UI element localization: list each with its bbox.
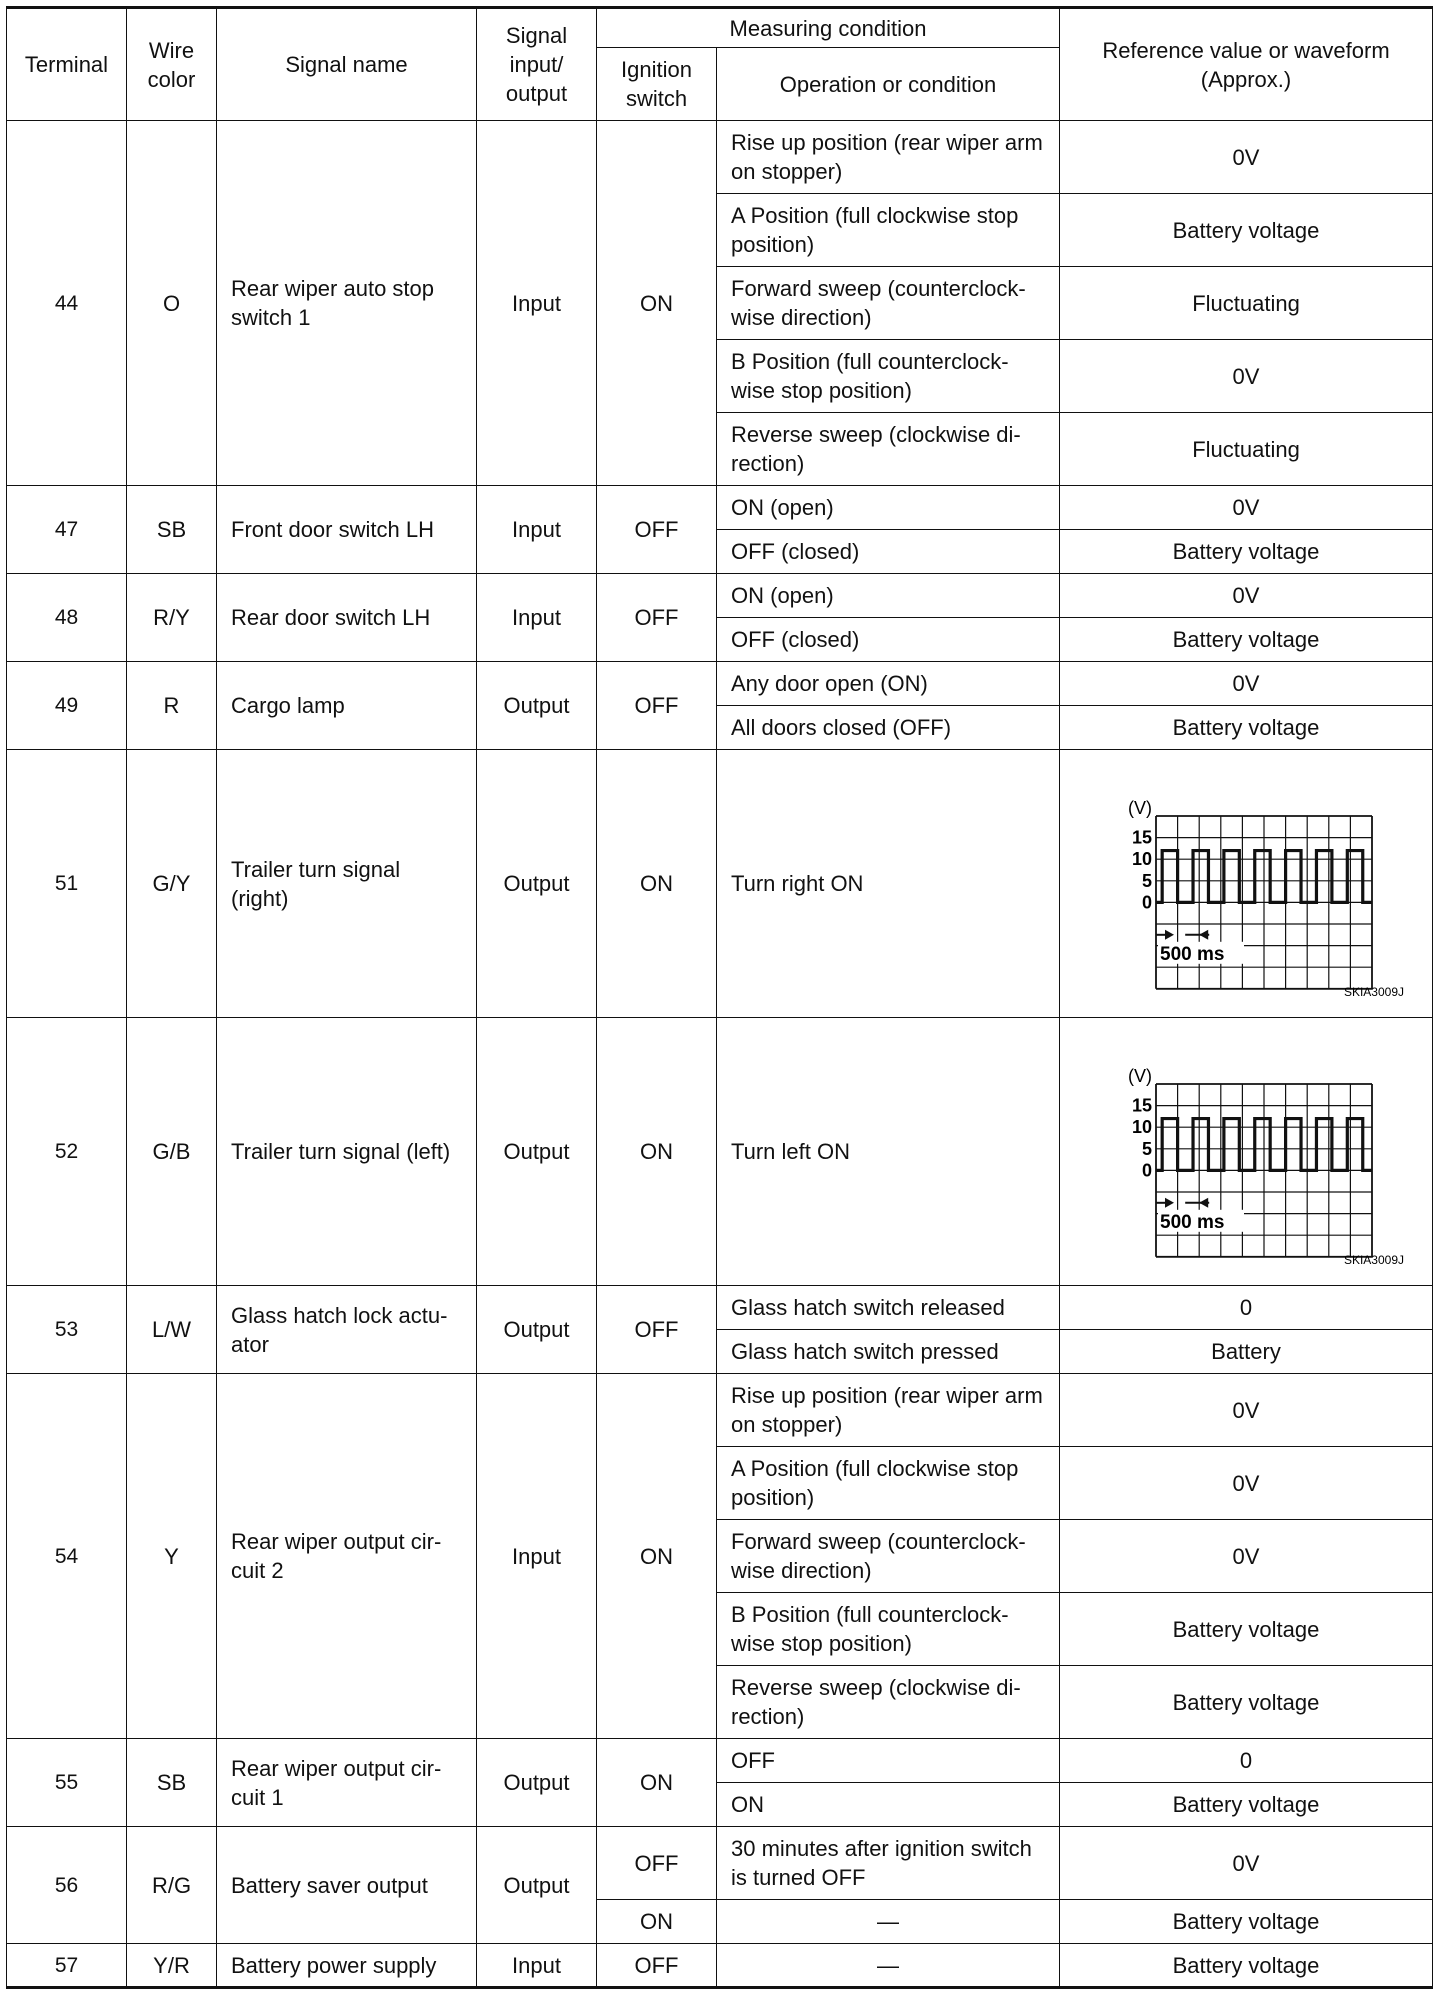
wire-color-cell: G/Y xyxy=(127,750,217,1018)
ignition-switch-cell: ON xyxy=(597,1739,717,1827)
terminal-cell: 54 xyxy=(7,1374,127,1739)
table-row xyxy=(7,1018,1433,1286)
header-signal-io: Signal input/ output xyxy=(477,8,597,121)
figure-id-label: SKIA3009J xyxy=(1343,1252,1404,1267)
ignition-switch-cell: OFF xyxy=(597,1944,717,1988)
time-marker-arrows xyxy=(1156,929,1209,939)
reference-value-cell: 0V xyxy=(1060,486,1433,530)
reference-value-cell: Battery voltage xyxy=(1060,706,1433,750)
waveform-y-tick: 0 xyxy=(1141,891,1152,912)
operation-condition-cell: Any door open (ON) xyxy=(717,662,1060,706)
operation-condition-cell: OFF xyxy=(717,1739,1060,1783)
signal-io-cell: Output xyxy=(477,1827,597,1944)
ignition-switch-cell: ON xyxy=(597,750,717,1018)
signal-name-cell: Trailer turn signal (right) xyxy=(217,750,477,1018)
signal-name-cell: Rear door switch LH xyxy=(217,574,477,662)
operation-condition-cell: Reverse sweep (clockwise di-rection) xyxy=(717,1666,1060,1739)
reference-value-cell: 0V xyxy=(1060,121,1433,194)
header-terminal: Terminal xyxy=(7,8,127,121)
waveform-y-tick: 15 xyxy=(1131,1095,1152,1116)
operation-condition-cell: ON (open) xyxy=(717,486,1060,530)
signal-name-cell: Rear wiper output cir-cuit 1 xyxy=(217,1739,477,1827)
signal-io-cell: Output xyxy=(477,750,597,1018)
table-row xyxy=(7,662,1433,706)
reference-value-cell: 0V xyxy=(1060,662,1433,706)
reference-value-cell: Battery voltage xyxy=(1060,1900,1433,1944)
signal-io-cell: Input xyxy=(477,574,597,662)
operation-condition-cell: ON xyxy=(717,1783,1060,1827)
ignition-switch-cell: OFF xyxy=(597,1827,717,1900)
reference-value-cell: 0V xyxy=(1060,1520,1433,1593)
reference-value-cell: 0V xyxy=(1060,1827,1433,1900)
header-reference: Reference value or waveform (Approx.) xyxy=(1060,8,1433,121)
operation-condition-cell: Glass hatch switch pressed xyxy=(717,1330,1060,1374)
operation-condition-cell: Rise up position (rear wiper arm on stopper) xyxy=(717,1374,1060,1447)
signal-name-cell: Battery power supply xyxy=(217,1944,477,1988)
header-wire-color: Wire color xyxy=(127,8,217,121)
terminal-cell: 52 xyxy=(7,1018,127,1286)
waveform-y-tick: 15 xyxy=(1131,827,1152,848)
reference-value-cell: 0V xyxy=(1060,574,1433,618)
operation-condition-cell: Turn left ON xyxy=(717,1018,1060,1286)
waveform-chart xyxy=(1086,1032,1406,1272)
reference-value-cell: Battery xyxy=(1060,1330,1433,1374)
wire-color-cell: Y/R xyxy=(127,1944,217,1988)
reference-value-cell: Fluctuating xyxy=(1060,267,1433,340)
table-row xyxy=(7,1827,1433,1900)
operation-condition-cell: A Position (full clockwise stop position) xyxy=(717,1447,1060,1520)
signal-io-cell: Output xyxy=(477,1286,597,1374)
terminal-table-page xyxy=(6,6,1433,1989)
terminal-reference-table xyxy=(6,6,1433,1989)
signal-io-cell: Input xyxy=(477,486,597,574)
operation-condition-cell: Forward sweep (counterclock-wise direction) xyxy=(717,1520,1060,1593)
operation-condition-cell: B Position (full counterclock-wise stop position) xyxy=(717,1593,1060,1666)
waveform-unit-label: (V) xyxy=(1128,797,1152,818)
waveform-cell xyxy=(1060,750,1433,1018)
table-row xyxy=(7,750,1433,1018)
signal-name-cell: Glass hatch lock actu-ator xyxy=(217,1286,477,1374)
operation-condition-cell: A Position (full clockwise stop position) xyxy=(717,194,1060,267)
waveform-cell xyxy=(1060,1018,1433,1286)
terminal-cell: 57 xyxy=(7,1944,127,1988)
signal-name-cell: Rear wiper auto stop switch 1 xyxy=(217,121,477,486)
terminal-cell: 47 xyxy=(7,486,127,574)
operation-condition-cell: — xyxy=(717,1944,1060,1988)
signal-io-cell: Input xyxy=(477,121,597,486)
terminal-cell: 55 xyxy=(7,1739,127,1827)
wire-color-cell: O xyxy=(127,121,217,486)
waveform-y-tick: 10 xyxy=(1131,848,1152,869)
wire-color-cell: SB xyxy=(127,486,217,574)
signal-name-cell: Trailer turn signal (left) xyxy=(217,1018,477,1286)
wire-color-cell: R/G xyxy=(127,1827,217,1944)
wire-color-cell: R/Y xyxy=(127,574,217,662)
ignition-switch-cell: OFF xyxy=(597,662,717,750)
terminal-cell: 51 xyxy=(7,750,127,1018)
ignition-switch-cell: OFF xyxy=(597,1286,717,1374)
wire-color-cell: L/W xyxy=(127,1286,217,1374)
signal-io-cell: Output xyxy=(477,1739,597,1827)
operation-condition-cell: Glass hatch switch released xyxy=(717,1286,1060,1330)
wire-color-cell: R xyxy=(127,662,217,750)
reference-value-cell: 0V xyxy=(1060,1374,1433,1447)
signal-name-cell: Battery saver output xyxy=(217,1827,477,1944)
reference-value-cell: Battery voltage xyxy=(1060,1944,1433,1988)
waveform-chart xyxy=(1086,764,1406,1004)
terminal-cell: 48 xyxy=(7,574,127,662)
figure-id-label: SKIA3009J xyxy=(1343,984,1404,999)
header-operation: Operation or condition xyxy=(717,48,1060,121)
time-scale-label: 500 ms xyxy=(1160,1211,1225,1233)
operation-condition-cell: All doors closed (OFF) xyxy=(717,706,1060,750)
ignition-switch-cell: ON xyxy=(597,121,717,486)
signal-io-cell: Output xyxy=(477,1018,597,1286)
waveform-y-tick: 5 xyxy=(1141,870,1152,891)
signal-io-cell: Input xyxy=(477,1374,597,1739)
table-row xyxy=(7,486,1433,530)
ignition-switch-cell: ON xyxy=(597,1900,717,1944)
reference-value-cell: Battery voltage xyxy=(1060,530,1433,574)
reference-value-cell: Battery voltage xyxy=(1060,618,1433,662)
signal-name-cell: Front door switch LH xyxy=(217,486,477,574)
signal-name-cell: Cargo lamp xyxy=(217,662,477,750)
operation-condition-cell: Rise up position (rear wiper arm on stopper) xyxy=(717,121,1060,194)
table-body xyxy=(7,121,1433,1988)
time-marker-arrows xyxy=(1156,1197,1209,1207)
reference-value-cell: Battery voltage xyxy=(1060,1666,1433,1739)
operation-condition-cell: ON (open) xyxy=(717,574,1060,618)
table-row xyxy=(7,121,1433,194)
ignition-switch-cell: OFF xyxy=(597,574,717,662)
header-measuring-condition: Measuring condition xyxy=(597,8,1060,48)
table-row xyxy=(7,1739,1433,1783)
operation-condition-cell: OFF (closed) xyxy=(717,530,1060,574)
operation-condition-cell: Turn right ON xyxy=(717,750,1060,1018)
terminal-cell: 53 xyxy=(7,1286,127,1374)
waveform-y-tick: 5 xyxy=(1141,1138,1152,1159)
terminal-cell: 49 xyxy=(7,662,127,750)
waveform-y-tick: 10 xyxy=(1131,1116,1152,1137)
signal-name-cell: Rear wiper output cir-cuit 2 xyxy=(217,1374,477,1739)
wire-color-cell: G/B xyxy=(127,1018,217,1286)
signal-io-cell: Output xyxy=(477,662,597,750)
reference-value-cell: 0V xyxy=(1060,1447,1433,1520)
signal-io-cell: Input xyxy=(477,1944,597,1988)
table-row xyxy=(7,574,1433,618)
waveform-unit-label: (V) xyxy=(1128,1065,1152,1086)
reference-value-cell: Fluctuating xyxy=(1060,413,1433,486)
waveform-y-tick: 0 xyxy=(1141,1159,1152,1180)
reference-value-cell: Battery voltage xyxy=(1060,1783,1433,1827)
operation-condition-cell: — xyxy=(717,1900,1060,1944)
reference-value-cell: Battery voltage xyxy=(1060,1593,1433,1666)
time-scale-label: 500 ms xyxy=(1160,943,1225,965)
table-row xyxy=(7,1374,1433,1447)
reference-value-cell: 0V xyxy=(1060,340,1433,413)
reference-value-cell: Battery voltage xyxy=(1060,194,1433,267)
operation-condition-cell: Reverse sweep (clockwise di-rection) xyxy=(717,413,1060,486)
operation-condition-cell: Forward sweep (counterclock-wise direction) xyxy=(717,267,1060,340)
wire-color-cell: Y xyxy=(127,1374,217,1739)
reference-value-cell: 0 xyxy=(1060,1739,1433,1783)
operation-condition-cell: B Position (full counterclock-wise stop position) xyxy=(717,340,1060,413)
header-signal-name: Signal name xyxy=(217,8,477,121)
operation-condition-cell: OFF (closed) xyxy=(717,618,1060,662)
reference-value-cell: 0 xyxy=(1060,1286,1433,1330)
ignition-switch-cell: ON xyxy=(597,1374,717,1739)
terminal-cell: 44 xyxy=(7,121,127,486)
terminal-cell: 56 xyxy=(7,1827,127,1944)
header-ignition-switch: Ignition switch xyxy=(597,48,717,121)
operation-condition-cell: 30 minutes after ignition switch is turned OFF xyxy=(717,1827,1060,1900)
ignition-switch-cell: OFF xyxy=(597,486,717,574)
table-row xyxy=(7,1286,1433,1330)
ignition-switch-cell: ON xyxy=(597,1018,717,1286)
wire-color-cell: SB xyxy=(127,1739,217,1827)
